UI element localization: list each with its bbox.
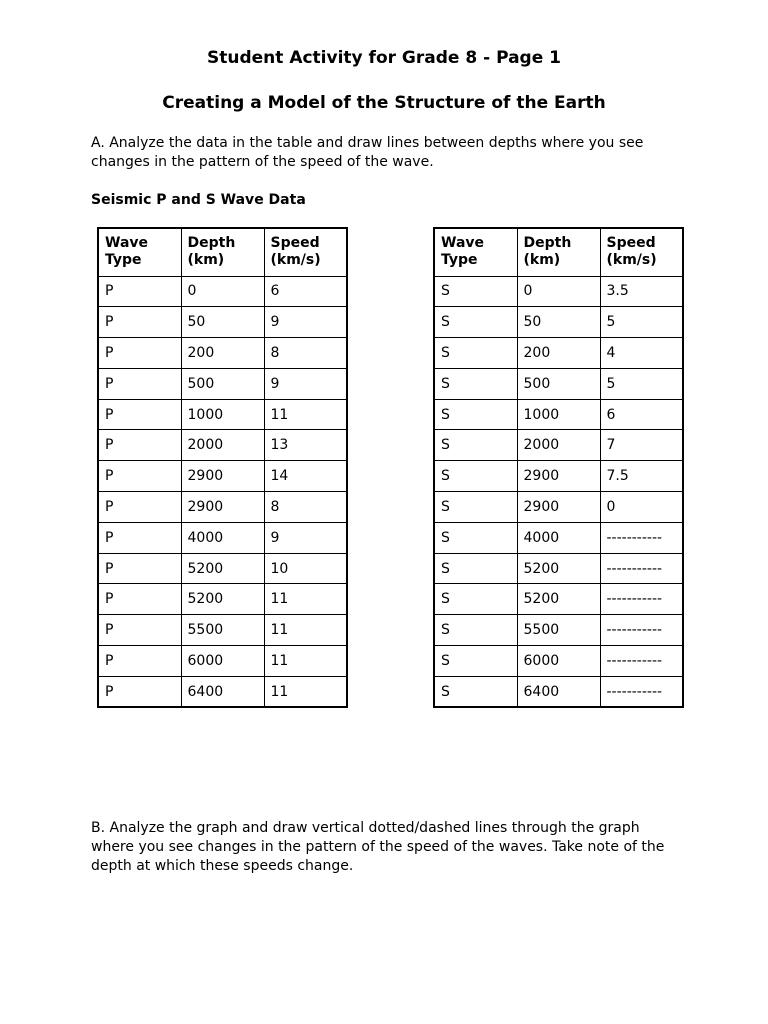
p-wave-table-body [98,276,347,707]
cell-wave-type: P [98,461,181,492]
cell-depth: 5500 [181,615,264,646]
cell-depth: 500 [181,368,264,399]
cell-depth: 2900 [517,461,600,492]
cell-speed: ----------- [600,646,683,677]
cell-wave-type: S [434,430,517,461]
table-header-row [434,228,683,276]
cell-wave-type: S [434,522,517,553]
header-speed: Speed (km/s) [264,228,347,276]
table-row [434,522,683,553]
table-row [98,307,347,338]
section-b-instruction: B. Analyze the graph and draw vertical dotted/dashed lines through the graph where you see changes in the pattern of the speed of the waves. Take note of the depth at which these speeds change. [91,820,665,874]
s-wave-table [433,227,684,708]
table-row [434,276,683,307]
cell-wave-type: P [98,338,181,369]
cell-depth: 2000 [517,430,600,461]
table-row [98,584,347,615]
cell-speed: 9 [264,307,347,338]
table-header-row [98,228,347,276]
cell-depth: 500 [517,368,600,399]
cell-wave-type: P [98,399,181,430]
cell-speed: 11 [264,584,347,615]
cell-wave-type: P [98,676,181,707]
table-row [98,368,347,399]
cell-wave-type: P [98,368,181,399]
cell-speed: ----------- [600,522,683,553]
cell-depth: 4000 [517,522,600,553]
cell-wave-type: P [98,646,181,677]
cell-wave-type: S [434,615,517,646]
cell-speed: 6 [264,276,347,307]
cell-depth: 5500 [517,615,600,646]
cell-depth: 200 [181,338,264,369]
cell-speed: 0 [600,492,683,523]
cell-depth: 4000 [181,522,264,553]
table-row [434,368,683,399]
cell-depth: 6400 [181,676,264,707]
cell-wave-type: P [98,615,181,646]
cell-depth: 2900 [181,492,264,523]
table-row [98,615,347,646]
table-row [98,430,347,461]
cell-speed: 9 [264,522,347,553]
cell-speed: ----------- [600,584,683,615]
cell-depth: 5200 [517,553,600,584]
cell-speed: 7 [600,430,683,461]
cell-depth: 50 [181,307,264,338]
table-row [434,461,683,492]
cell-speed: 11 [264,399,347,430]
table-row [434,676,683,707]
header-depth: Depth (km) [181,228,264,276]
cell-depth: 200 [517,338,600,369]
cell-speed: ----------- [600,553,683,584]
table-row [98,553,347,584]
cell-wave-type: S [434,676,517,707]
table-row [98,461,347,492]
table-row [434,399,683,430]
cell-speed: 11 [264,615,347,646]
cell-speed: 5 [600,307,683,338]
table-caption: Seismic P and S Wave Data [91,192,306,208]
p-wave-table [97,227,348,708]
table-row [434,646,683,677]
table-row [98,338,347,369]
cell-wave-type: P [98,584,181,615]
cell-wave-type: P [98,553,181,584]
cell-speed: 9 [264,368,347,399]
table-row [434,615,683,646]
table-row [98,399,347,430]
cell-speed: 3.5 [600,276,683,307]
table-row [98,676,347,707]
header-speed: Speed (km/s) [600,228,683,276]
table-row [434,584,683,615]
cell-speed: 8 [264,338,347,369]
table-row [434,430,683,461]
table-row [98,522,347,553]
cell-depth: 1000 [181,399,264,430]
cell-wave-type: P [98,430,181,461]
cell-depth: 6400 [517,676,600,707]
header-depth: Depth (km) [517,228,600,276]
cell-wave-type: P [98,307,181,338]
header-wave-type: Wave Type [434,228,517,276]
cell-wave-type: S [434,461,517,492]
cell-speed: ----------- [600,676,683,707]
header-wave-type: Wave Type [98,228,181,276]
cell-speed: 13 [264,430,347,461]
cell-wave-type: S [434,553,517,584]
cell-wave-type: S [434,276,517,307]
section-a-instruction: A. Analyze the data in the table and draw lines between depths where you see changes in the pattern of the speed of the wave. [91,135,644,170]
cell-depth: 6000 [181,646,264,677]
cell-wave-type: S [434,492,517,523]
cell-depth: 5200 [181,584,264,615]
cell-wave-type: S [434,338,517,369]
cell-wave-type: P [98,492,181,523]
cell-speed: 10 [264,553,347,584]
cell-depth: 50 [517,307,600,338]
cell-depth: 5200 [181,553,264,584]
cell-depth: 0 [181,276,264,307]
cell-depth: 6000 [517,646,600,677]
cell-wave-type: P [98,522,181,553]
table-row [434,553,683,584]
cell-speed: ----------- [600,615,683,646]
cell-speed: 11 [264,676,347,707]
table-row [98,276,347,307]
cell-speed: 7.5 [600,461,683,492]
cell-wave-type: S [434,584,517,615]
cell-speed: 8 [264,492,347,523]
table-row [434,492,683,523]
table-row [434,338,683,369]
cell-depth: 2900 [517,492,600,523]
cell-speed: 11 [264,646,347,677]
cell-wave-type: P [98,276,181,307]
activity-subtitle: Creating a Model of the Structure of the Earth [162,93,606,113]
s-wave-table-body [434,276,683,707]
cell-depth: 2000 [181,430,264,461]
cell-speed: 5 [600,368,683,399]
cell-wave-type: S [434,646,517,677]
cell-depth: 0 [517,276,600,307]
table-row [98,646,347,677]
cell-wave-type: S [434,368,517,399]
cell-speed: 4 [600,338,683,369]
page-title: Student Activity for Grade 8 - Page 1 [207,48,561,68]
cell-speed: 14 [264,461,347,492]
cell-depth: 1000 [517,399,600,430]
cell-depth: 5200 [517,584,600,615]
cell-wave-type: S [434,399,517,430]
cell-depth: 2900 [181,461,264,492]
table-row [434,307,683,338]
table-row [98,492,347,523]
cell-wave-type: S [434,307,517,338]
cell-speed: 6 [600,399,683,430]
